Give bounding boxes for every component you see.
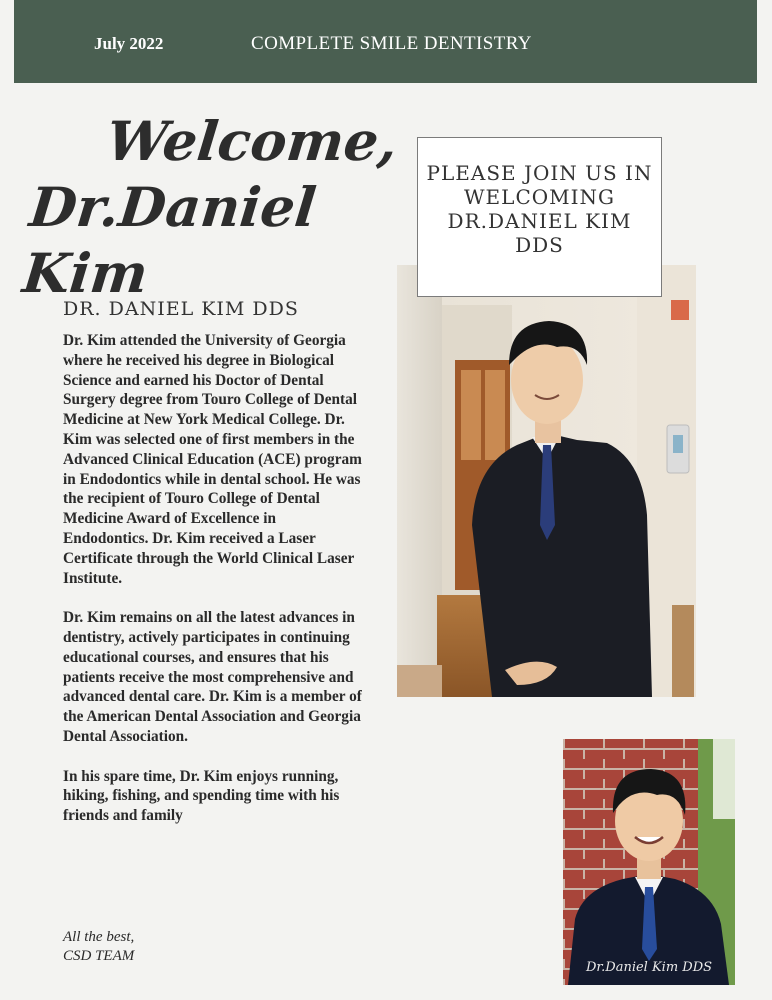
header-banner bbox=[14, 0, 757, 83]
doctor-portrait-photo bbox=[397, 265, 696, 697]
welcome-line-1: Welcome, bbox=[103, 109, 401, 173]
welcome-line-2: Dr.Daniel Kim bbox=[19, 175, 319, 305]
practice-name: COMPLETE SMILE DENTISTRY bbox=[251, 33, 532, 54]
signoff-line-2: CSD TEAM bbox=[63, 948, 135, 964]
newsletter-date: July 2022 bbox=[94, 34, 164, 53]
bio-text bbox=[63, 331, 363, 846]
join-us-text: PLEASE JOIN US IN WELCOMING DR.DANIEL KIM DDS bbox=[426, 161, 653, 257]
welcome-title bbox=[20, 108, 411, 306]
doctor-headshot-photo bbox=[563, 739, 735, 985]
bio-heading: DR. DANIEL KIM DDS bbox=[63, 298, 299, 320]
join-us-box bbox=[417, 137, 662, 297]
signoff bbox=[63, 928, 134, 966]
bio-paragraph-advances: Dr. Kim remains on all the latest advances in dentistry, actively participates in continuing educational courses, and ensures that his patients receive the most comprehensive and advanced dental care. Dr. Kim is a member of the American Dental Association and Georgia Dental Association. bbox=[63, 609, 362, 745]
bio-paragraph-education: Dr. Kim attended the University of Georgia where he received his degree in Biological Science and earned his Doctor of Dental Surgery degree from Touro College of Dental Medicine at New York Medical College. Dr. Kim was selected one of first members in the Advanced Clinical Education (ACE) program in Endodontics while in dental school. He was the recipient of Touro College of Dental Medicine Award of Excellence in Endodontics. Dr. Kim received a Laser Certificate through the World Clinical Laser Institute. bbox=[63, 332, 362, 587]
photo-signature: Dr.Daniel Kim DDS bbox=[585, 960, 713, 975]
signoff-line-1: All the best, bbox=[63, 929, 135, 945]
bio-paragraph-hobbies: In his spare time, Dr. Kim enjoys running, hiking, fishing, and spending time with his friends and family bbox=[63, 767, 340, 825]
